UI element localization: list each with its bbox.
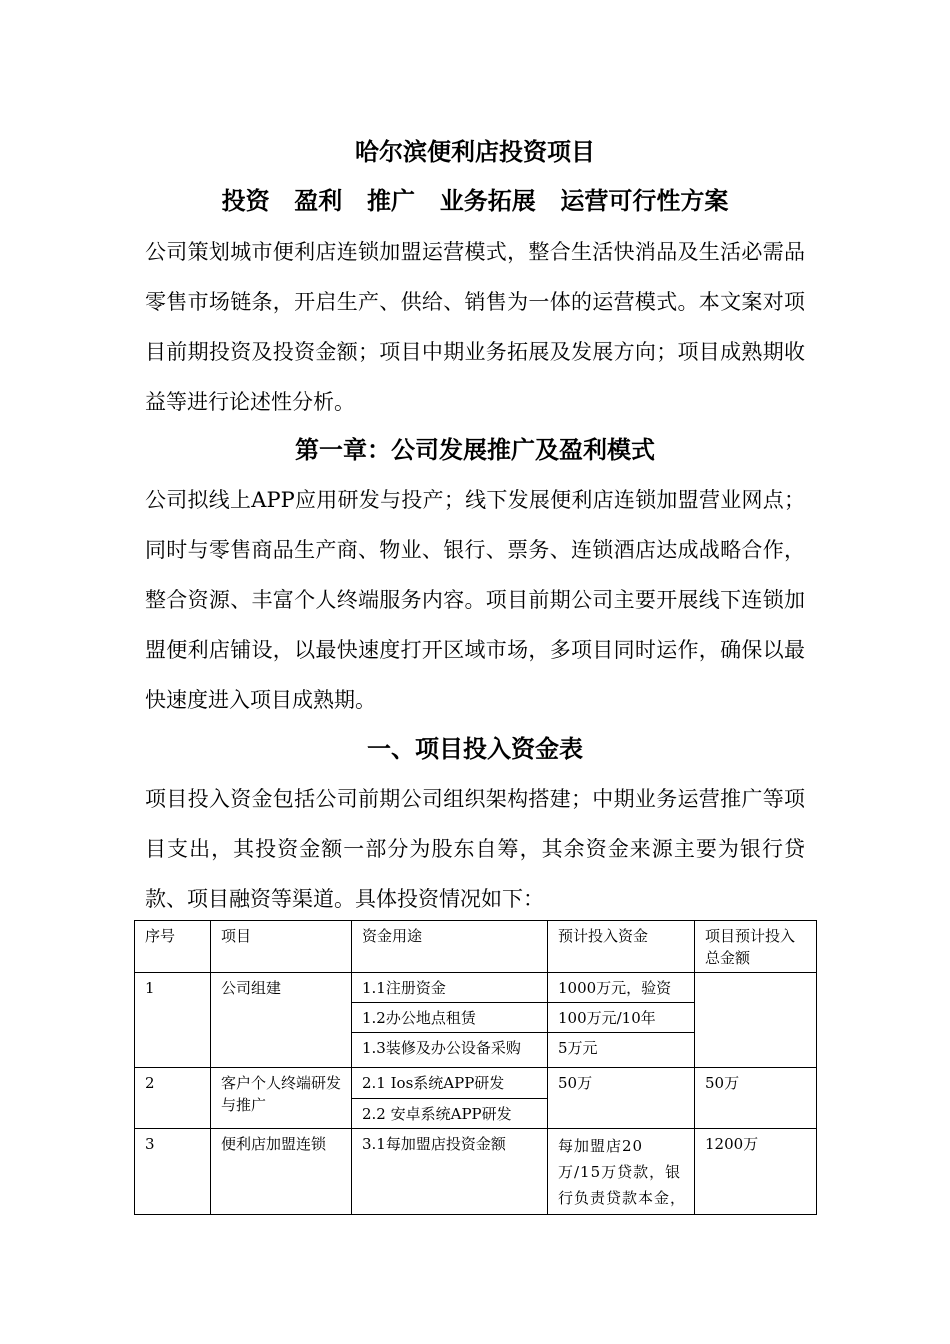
fund-amount: 100万元/10年 bbox=[548, 1003, 695, 1033]
section-1-paragraph bbox=[145, 774, 805, 924]
section-1-heading: 一、项目投入资金表 bbox=[367, 734, 583, 763]
header-cell: 序号 bbox=[135, 921, 211, 973]
investment-table bbox=[134, 920, 817, 1215]
fund-use: 2.1 Ios系统APP研发 bbox=[352, 1068, 548, 1099]
header-cell: 预计投入资金 bbox=[548, 921, 695, 973]
header-cell: 资金用途 bbox=[352, 921, 548, 973]
table-header-row bbox=[135, 921, 817, 973]
row-project: 客户个人终端研发与推广 bbox=[211, 1068, 352, 1129]
row-total: 1200万 bbox=[695, 1129, 817, 1215]
chapter-1-heading: 第一章：公司发展推广及盈利模式 bbox=[295, 435, 655, 464]
chapter-1-paragraph bbox=[145, 475, 805, 725]
fund-amount: 50万 bbox=[548, 1068, 695, 1129]
fund-amount: 5万元 bbox=[548, 1033, 695, 1068]
fund-use: 1.3装修及办公设备采购 bbox=[352, 1033, 548, 1068]
section-1-text: 项目投入资金包括公司前期公司组织架构搭建；中期业务运营推广等项目支出，其投资金额一部分为股东自筹，其余资金来源主要为银行贷款、项目融资等渠道。具体投资情况如下： bbox=[145, 787, 805, 911]
table-row bbox=[135, 973, 817, 1003]
row-total bbox=[695, 973, 817, 1068]
fund-use: 2.2 安卓系统APP研发 bbox=[352, 1099, 548, 1129]
row-project: 便利店加盟连锁 bbox=[211, 1129, 352, 1215]
fund-amount: 1000万元，验资 bbox=[548, 973, 695, 1003]
intro-paragraph bbox=[145, 227, 805, 427]
header-cell: 项目 bbox=[211, 921, 352, 973]
row-number: 3 bbox=[135, 1129, 211, 1215]
table-row bbox=[135, 1068, 817, 1099]
fund-use: 1.1注册资金 bbox=[352, 973, 548, 1003]
header-cell: 项目预计投入总金额 bbox=[695, 921, 817, 973]
row-number: 2 bbox=[135, 1068, 211, 1129]
fund-amount: 每加盟店20万/15万贷款，银行负责贷款本金， bbox=[548, 1129, 695, 1215]
document-title: 哈尔滨便利店投资项目 bbox=[355, 137, 595, 166]
row-project: 公司组建 bbox=[211, 973, 352, 1068]
row-total: 50万 bbox=[695, 1068, 817, 1129]
fund-use: 1.2办公地点租赁 bbox=[352, 1003, 548, 1033]
fund-use: 3.1每加盟店投资金额 bbox=[352, 1129, 548, 1215]
chapter-1-text: 公司拟线上APP应用研发与投产；线下发展便利店连锁加盟营业网点；同时与零售商品生产商、物业、银行、票务、连锁酒店达成战略合作，整合资源、丰富个人终端服务内容。项目前期公司主要开展线下连锁加盟便利店铺设，以最快速度打开区域市场，多项目同时运作，确保以最快速度进入项目成熟期。 bbox=[145, 488, 805, 712]
row-number: 1 bbox=[135, 973, 211, 1068]
document-subtitle: 投资 盈利 推广 业务拓展 运营可行性方案 bbox=[221, 186, 729, 215]
intro-text: 公司策划城市便利店连锁加盟运营模式，整合生活快消品及生活必需品零售市场链条，开启生产、供给、销售为一体的运营模式。本文案对项目前期投资及投资金额；项目中期业务拓展及发展方向；项目成熟期收益等进行论述性分析。 bbox=[145, 240, 805, 414]
table-row bbox=[135, 1129, 817, 1215]
